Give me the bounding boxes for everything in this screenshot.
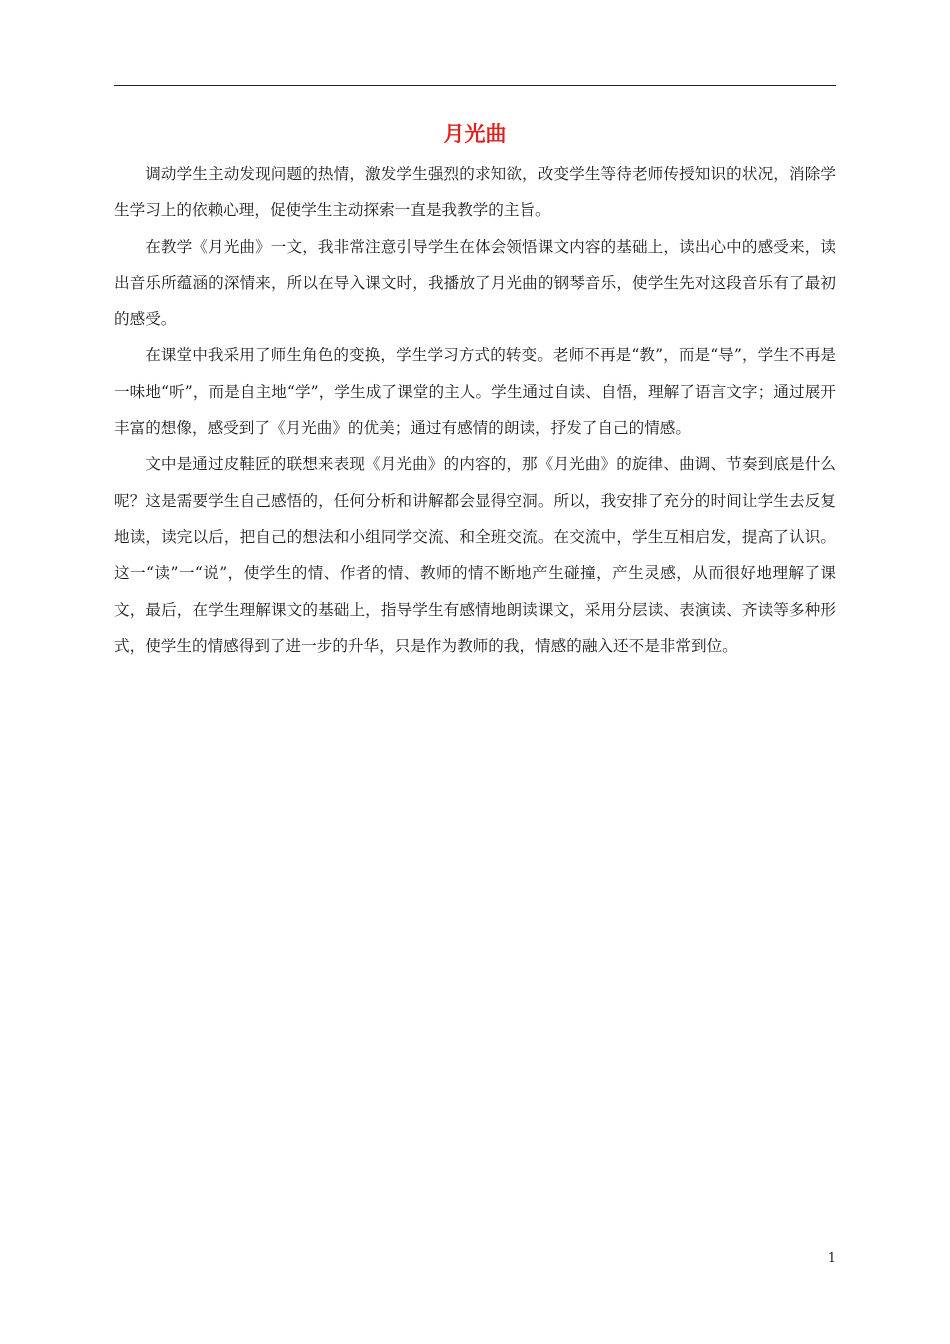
paragraph-1: 调动学生主动发现问题的热情，激发学生强烈的求知欲，改变学生等待老师传授知识的状况，消除学生学习上的依赖心理，促使学生主动探索一直是我教学的主旨。: [114, 165, 836, 220]
paragraph-4: 文中是通过皮鞋匠的联想来表现《月光曲》的内容的，那《月光曲》的旋律、曲调、节奏到底是什么呢？这是需要学生自己感悟的，任何分析和讲解都会显得空洞。所以，我安排了充分的时间让学生去反复地读，读完以后，把自己的想法和小组同学交流、和全班交流。在交流中，学生互相启发，提高了认识。这一“读”一“说”，使学生的情、作者的情、教师的情不断地产生碰撞，产生灵感，从而很好地理解了课文，最后，在学生理解课文的基础上，指导学生有感情地朗读课文，采用分层读、表演读、齐读等多种形式，使学生的情感得到了进一步的升华，只是作为教师的我，情感的融入还不是非常到位。: [114, 455, 836, 655]
document-title: 月光曲: [443, 121, 507, 146]
document-body: [114, 156, 836, 664]
header-rule: [114, 85, 836, 86]
paragraph-2: 在教学《月光曲》一文，我非常注意引导学生在体会领悟课文内容的基础上，读出心中的感受来，读出音乐所蕴涵的深情来，所以在导入课文时，我播放了月光曲的钢琴音乐，使学生先对这段音乐有了最初的感受。: [114, 237, 836, 329]
paragraph-3: 在课堂中我采用了师生角色的变换，学生学习方式的转变。老师不再是“教”，而是“导”，学生不再是一味地“听”，而是自主地“学”，学生成了课堂的主人。学生通过自读、自悟，理解了语言文字；通过展开丰富的想像，感受到了《月光曲》的优美；通过有感情的朗读，抒发了自己的情感。: [114, 346, 836, 438]
page-number: 1: [827, 1251, 836, 1266]
